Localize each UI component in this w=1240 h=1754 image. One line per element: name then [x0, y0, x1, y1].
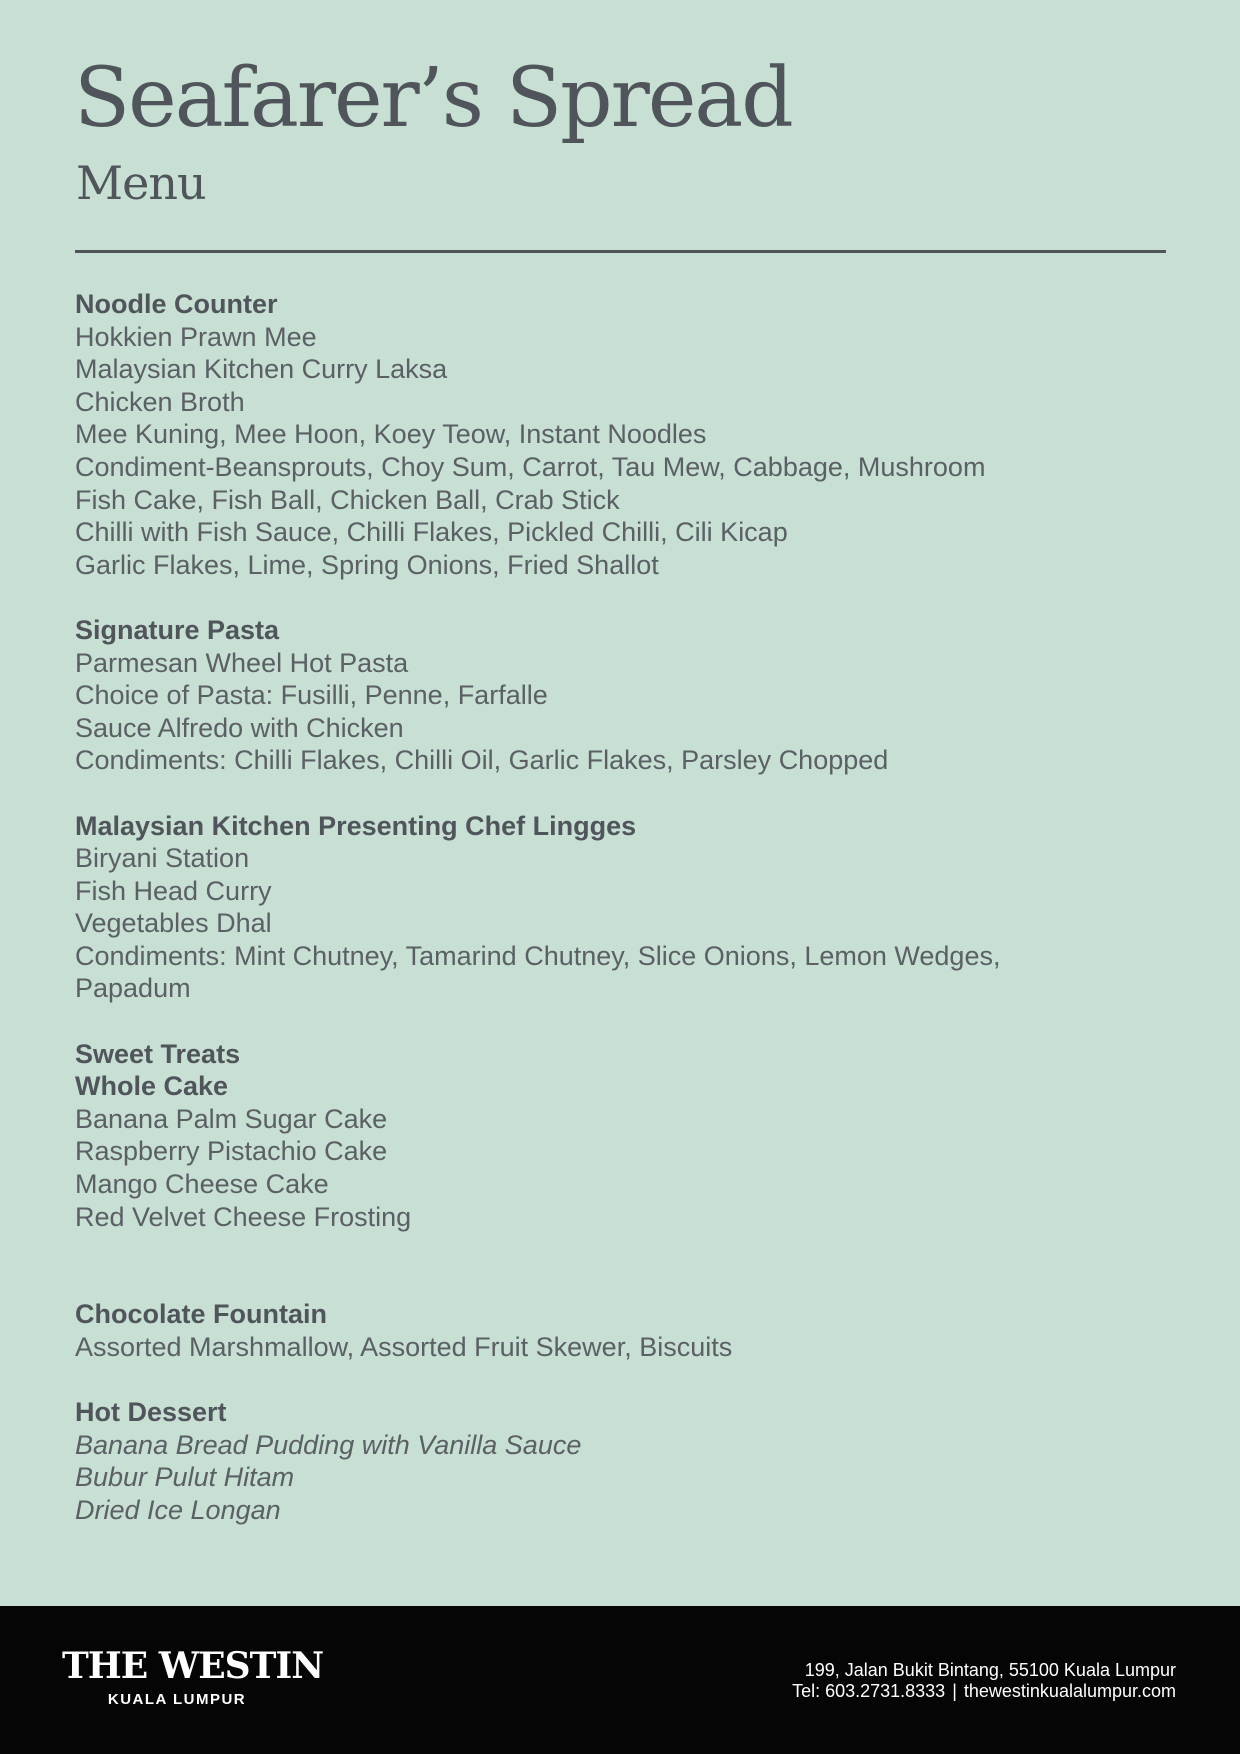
- menu-item: Mee Kuning, Mee Hoon, Koey Teow, Instant Noodles: [75, 419, 707, 450]
- menu-item: Condiments: Chilli Flakes, Chilli Oil, Garlic Flakes, Parsley Chopped: [75, 745, 889, 776]
- menu-section-malaysian-kitchen: [75, 810, 1175, 1006]
- page-subtitle: Menu: [76, 156, 206, 210]
- title-divider: [75, 250, 1166, 253]
- page-title: Seafarer’s Spread: [74, 51, 792, 146]
- menu-item: Parmesan Wheel Hot Pasta: [75, 647, 409, 678]
- section-heading: Hot Dessert: [75, 1397, 227, 1427]
- website-link[interactable]: thewestinkualalumpur.com: [963, 1681, 1176, 1701]
- menu-section-noodle-counter: [75, 288, 1175, 581]
- section-heading: Sweet Treats: [75, 1038, 241, 1069]
- section-heading: Chocolate Fountain: [75, 1299, 327, 1330]
- contact-separator: |: [952, 1681, 957, 1701]
- menu-item: Raspberry Pistachio Cake: [75, 1136, 388, 1167]
- menu-item: Malaysian Kitchen Curry Laksa: [75, 354, 448, 385]
- section-heading: Malaysian Kitchen Presenting Chef Lingges: [75, 810, 637, 841]
- menu-item: Chilli with Fish Sauce, Chilli Flakes, Pickled Chilli, Cili Kicap: [75, 517, 788, 548]
- logo-city: KUALA LUMPUR: [107, 1691, 247, 1708]
- menu-section-hot-dessert: [75, 1396, 1175, 1526]
- menu-item: Vegetables Dhal: [75, 908, 272, 939]
- hotel-logo: [62, 1645, 324, 1708]
- menu-item: Condiment-Beansprouts, Choy Sum, Carrot, Tau Mew, Cabbage, Mushroom: [75, 451, 986, 482]
- menu-item: Condiments: Mint Chutney, Tamarind Chutney, Slice Onions, Lemon Wedges,: [75, 940, 1001, 971]
- menu-item: Hokkien Prawn Mee: [75, 321, 317, 352]
- address: 199, Jalan Bukit Bintang, 55100 Kuala Lumpur: [804, 1660, 1176, 1680]
- contact-info: [792, 1660, 1176, 1702]
- menu-item: Bubur Pulut Hitam: [75, 1462, 295, 1493]
- menu-section-sweet-treats: [75, 1038, 1175, 1234]
- menu-item: Fish Head Curry: [75, 875, 272, 906]
- menu-content: [75, 288, 1175, 1526]
- menu-item: Chicken Broth: [75, 386, 245, 417]
- menu-item: Banana Bread Pudding with Vanilla Sauce: [75, 1429, 582, 1460]
- menu-item: Choice of Pasta: Fusilli, Penne, Farfalle: [75, 680, 548, 711]
- menu-item: Mango Cheese Cake: [75, 1169, 329, 1200]
- menu-item: Garlic Flakes, Lime, Spring Onions, Fried Shallot: [75, 549, 659, 580]
- footer-bar: [0, 1606, 1240, 1754]
- menu-item: Fish Cake, Fish Ball, Chicken Ball, Crab Stick: [75, 484, 620, 515]
- menu-section-signature-pasta: [75, 614, 1175, 777]
- phone-number: Tel: 603.2731.8333: [792, 1681, 946, 1701]
- menu-item: Red Velvet Cheese Frosting: [75, 1201, 412, 1232]
- section-heading: Noodle Counter: [75, 289, 278, 319]
- menu-section-chocolate-fountain: [75, 1298, 1175, 1363]
- section-heading: Signature Pasta: [75, 614, 280, 645]
- logo-wordmark: THE WESTIN: [62, 1645, 324, 1687]
- menu-item: Dried Ice Longan: [75, 1494, 281, 1525]
- contact-line: [792, 1681, 1176, 1702]
- menu-item: Banana Palm Sugar Cake: [75, 1103, 388, 1134]
- menu-item: Sauce Alfredo with Chicken: [75, 712, 404, 743]
- menu-item: Biryani Station: [75, 843, 250, 874]
- menu-item: Papadum: [75, 973, 191, 1004]
- menu-item: Assorted Marshmallow, Assorted Fruit Skewer, Biscuits: [75, 1331, 733, 1362]
- section-subheading: Whole Cake: [75, 1071, 229, 1102]
